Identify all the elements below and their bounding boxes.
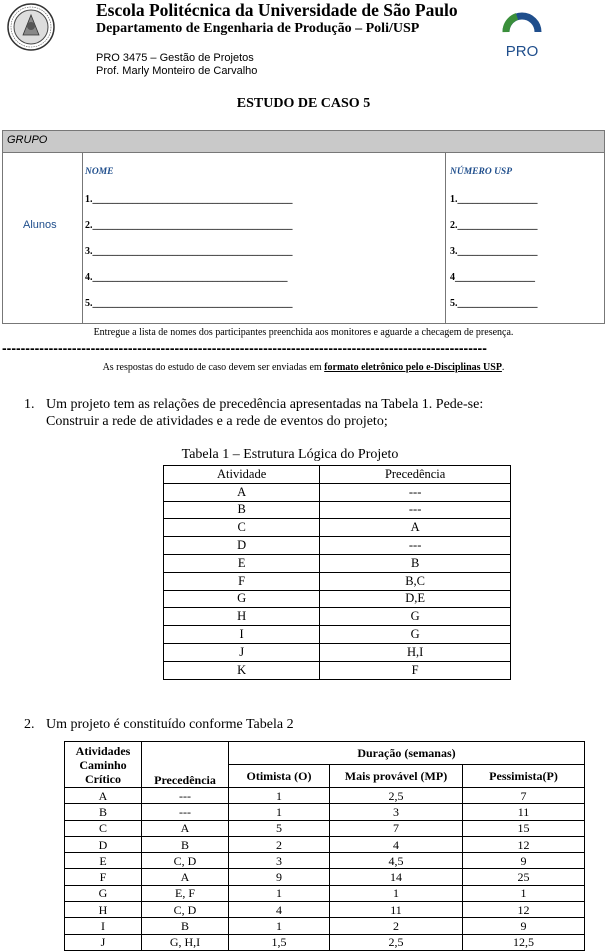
usp-number-line-4[interactable]: 4________________ xyxy=(450,272,535,283)
alunos-label: Alunos xyxy=(23,219,57,231)
t2-optimistic-cell: 4 xyxy=(229,902,330,918)
column-divider xyxy=(445,152,446,323)
table-row xyxy=(164,537,511,555)
t1-activity-cell: H xyxy=(164,608,320,626)
t2-optimistic-cell: 2 xyxy=(229,836,330,852)
t1-header-activity: Atividade xyxy=(164,466,320,484)
table-row xyxy=(164,626,511,644)
question-1 xyxy=(24,396,584,432)
t2-activity-cell: B xyxy=(65,804,142,820)
table-row xyxy=(65,853,585,869)
t2-header-pessimistic: Pessimista(P) xyxy=(463,765,585,788)
t2-optimistic-cell: 3 xyxy=(229,853,330,869)
usp-number-line-3[interactable]: 3.________________ xyxy=(450,246,538,257)
t1-activity-cell: A xyxy=(164,483,320,501)
t2-precedence-cell: --- xyxy=(142,788,229,804)
t1-precedence-cell: --- xyxy=(320,537,511,555)
table-row xyxy=(164,572,511,590)
t2-pessimistic-cell: 11 xyxy=(463,804,585,820)
group-form xyxy=(2,130,605,324)
group-label: GRUPO xyxy=(7,134,48,146)
t2-precedence-cell: --- xyxy=(142,804,229,820)
t1-activity-cell: F xyxy=(164,572,320,590)
t1-header-precedence: Precedência xyxy=(320,466,511,484)
table-row xyxy=(65,869,585,885)
table-row xyxy=(65,836,585,852)
t2-header-precedence: Precedência xyxy=(142,742,229,788)
attendance-instruction: Entregue a lista de nomes dos participantes preenchida aos monitores e aguarde a checagem de presença. xyxy=(93,327,514,338)
t2-pessimistic-cell: 12 xyxy=(463,902,585,918)
name-column-header: NOME xyxy=(85,167,114,177)
t2-header-optimistic: Otimista (O) xyxy=(229,765,330,788)
t2-optimistic-cell: 5 xyxy=(229,820,330,836)
t2-precedence-cell: A xyxy=(142,820,229,836)
t1-precedence-cell: A xyxy=(320,519,511,537)
table-row xyxy=(164,590,511,608)
t2-pessimistic-cell: 12 xyxy=(463,836,585,852)
t1-precedence-cell: G xyxy=(320,626,511,644)
dashed-separator: -------------------------------------------------------------------------------------------------------- xyxy=(2,340,487,354)
table-row xyxy=(164,554,511,572)
t2-activity-cell: G xyxy=(65,885,142,901)
document-title: ESTUDO DE CASO 5 xyxy=(236,96,371,111)
t2-activity-cell: E xyxy=(65,853,142,869)
question-2-line-1: Um projeto é constituído conforme Tabela 2 xyxy=(46,717,294,732)
t2-activity-cell: A xyxy=(65,788,142,804)
question-2-number: 2. xyxy=(24,717,35,732)
submission-prefix: As respostas do estudo de caso devem ser enviadas em xyxy=(102,362,325,373)
table-row xyxy=(65,902,585,918)
usp-number-column-header: NÚMERO USP xyxy=(450,167,513,177)
department-name: Departamento de Engenharia de Produção – Poli/USP xyxy=(96,21,420,36)
t2-most-likely-cell: 11 xyxy=(330,902,463,918)
t2-header-duration: Duração (semanas) xyxy=(229,742,585,765)
submission-suffix: . xyxy=(501,362,505,373)
t2-precedence-cell: B xyxy=(142,836,229,852)
table-row xyxy=(65,934,585,950)
t1-precedence-cell: --- xyxy=(320,483,511,501)
t2-pessimistic-cell: 1 xyxy=(463,885,585,901)
table-2-durations xyxy=(64,741,585,951)
t1-precedence-cell: G xyxy=(320,608,511,626)
pro-logo xyxy=(497,2,547,60)
t2-activity-cell: H xyxy=(65,902,142,918)
usp-number-line-2[interactable]: 2.________________ xyxy=(450,220,538,231)
t2-precedence-cell: E, F xyxy=(142,885,229,901)
table-1-caption: Tabela 1 – Estrutura Lógica do Projeto xyxy=(181,447,399,462)
table-row xyxy=(65,788,585,804)
t2-activity-cell: F xyxy=(65,869,142,885)
t1-precedence-cell: H,I xyxy=(320,643,511,661)
t2-most-likely-cell: 4,5 xyxy=(330,853,463,869)
t2-precedence-cell: C, D xyxy=(142,853,229,869)
t2-pessimistic-cell: 12,5 xyxy=(463,934,585,950)
t1-activity-cell: I xyxy=(164,626,320,644)
table-row xyxy=(65,918,585,934)
question-1-number: 1. xyxy=(24,397,35,412)
t1-precedence-cell: D,E xyxy=(320,590,511,608)
usp-number-line-5[interactable]: 5.________________ xyxy=(450,298,538,309)
professor-name: Prof. Marly Monteiro de Carvalho xyxy=(96,65,258,77)
t1-precedence-cell: F xyxy=(320,661,511,679)
name-line-1[interactable]: 1.________________________________________ xyxy=(85,194,293,205)
question-2 xyxy=(24,716,584,734)
name-line-4[interactable]: 4._______________________________________ xyxy=(85,272,288,283)
table-row xyxy=(164,483,511,501)
t2-optimistic-cell: 1 xyxy=(229,804,330,820)
t1-activity-cell: E xyxy=(164,554,320,572)
t2-most-likely-cell: 4 xyxy=(330,836,463,852)
t1-precedence-cell: --- xyxy=(320,501,511,519)
t2-pessimistic-cell: 7 xyxy=(463,788,585,804)
t1-activity-cell: B xyxy=(164,501,320,519)
group-header-bar xyxy=(3,131,604,153)
t2-optimistic-cell: 1 xyxy=(229,788,330,804)
t2-most-likely-cell: 1 xyxy=(330,885,463,901)
t1-activity-cell: D xyxy=(164,537,320,555)
question-1-line-2: Construir a rede de atividades e a rede de eventos do projeto; xyxy=(46,414,388,429)
t2-precedence-cell: C, D xyxy=(142,902,229,918)
t2-precedence-cell: A xyxy=(142,869,229,885)
t1-precedence-cell: B,C xyxy=(320,572,511,590)
question-1-line-1: Um projeto tem as relações de precedência apresentadas na Tabela 1. Pede-se: xyxy=(46,397,484,412)
t2-header-most-likely: Mais provável (MP) xyxy=(330,765,463,788)
t2-precedence-cell: G, H,I xyxy=(142,934,229,950)
t2-most-likely-cell: 7 xyxy=(330,820,463,836)
table-row xyxy=(164,643,511,661)
table-row xyxy=(164,501,511,519)
t2-activity-cell: D xyxy=(65,836,142,852)
name-line-3[interactable]: 3.________________________________________ xyxy=(85,246,293,257)
university-name: Escola Politécnica da Universidade de São Paulo xyxy=(96,0,458,20)
t2-precedence-cell: B xyxy=(142,918,229,934)
table-1-logical-structure xyxy=(163,465,511,680)
table-row xyxy=(65,885,585,901)
name-line-5[interactable]: 5.________________________________________ xyxy=(85,298,293,309)
t2-pessimistic-cell: 15 xyxy=(463,820,585,836)
table-row xyxy=(65,804,585,820)
table-row xyxy=(164,519,511,537)
t2-optimistic-cell: 1 xyxy=(229,918,330,934)
t2-activity-cell: C xyxy=(65,820,142,836)
table-1-header-row xyxy=(164,466,511,484)
pro-logo-text: PRO xyxy=(505,43,539,60)
t2-optimistic-cell: 1 xyxy=(229,885,330,901)
t2-pessimistic-cell: 9 xyxy=(463,853,585,869)
table-row xyxy=(164,608,511,626)
university-seal-logo xyxy=(6,2,56,52)
submission-instruction xyxy=(0,362,607,373)
t2-optimistic-cell: 9 xyxy=(229,869,330,885)
t1-precedence-cell: B xyxy=(320,554,511,572)
name-line-2[interactable]: 2.________________________________________ xyxy=(85,220,293,231)
t2-pessimistic-cell: 25 xyxy=(463,869,585,885)
t2-most-likely-cell: 2,5 xyxy=(330,788,463,804)
table-row xyxy=(65,820,585,836)
t1-activity-cell: K xyxy=(164,661,320,679)
course-name: PRO 3475 – Gestão de Projetos xyxy=(96,52,254,64)
t1-activity-cell: G xyxy=(164,590,320,608)
table-row xyxy=(164,661,511,679)
t2-optimistic-cell: 1,5 xyxy=(229,934,330,950)
t2-pessimistic-cell: 9 xyxy=(463,918,585,934)
column-divider xyxy=(82,152,83,323)
t1-activity-cell: J xyxy=(164,643,320,661)
t1-activity-cell: C xyxy=(164,519,320,537)
t2-activity-cell: J xyxy=(65,934,142,950)
t2-activity-cell: I xyxy=(65,918,142,934)
t2-most-likely-cell: 14 xyxy=(330,869,463,885)
usp-number-line-1[interactable]: 1.________________ xyxy=(450,194,538,205)
e-disciplinas-link[interactable]: formato eletrônico pelo e-Disciplinas USP xyxy=(324,362,502,373)
t2-most-likely-cell: 2,5 xyxy=(330,934,463,950)
t2-most-likely-cell: 2 xyxy=(330,918,463,934)
t2-header-activity: Atividades Caminho Crítico xyxy=(65,742,142,788)
t2-most-likely-cell: 3 xyxy=(330,804,463,820)
